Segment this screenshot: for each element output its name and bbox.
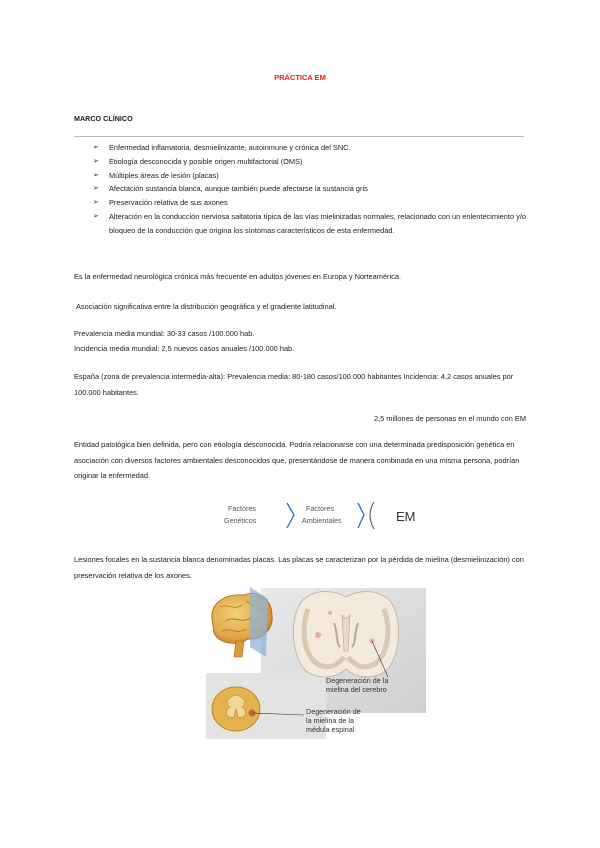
paragraph-lesions: Lesiones focales en la sustancia blanca denominadas placas. Las placas se caracterizan por la pérdida de mielina (desmielinización) con preservación relativa de los axones. — [74, 555, 524, 580]
arrow-bullet-icon: ➢ — [93, 212, 99, 220]
genetic-factor-line1: Factores — [228, 504, 256, 513]
arrow-bullet-icon: ➢ — [93, 199, 99, 207]
paragraph-prevalence: Prevalencia media mundial: 30-33 casos /100.000 hab. — [74, 329, 255, 338]
environment-factor-line2: Ambientales — [302, 516, 342, 525]
chevron-right-icon — [287, 503, 294, 528]
section-heading: MARCO CLÍNICO — [74, 114, 133, 123]
paragraph-world: 2,5 millones de personas en el mundo con EM — [373, 414, 526, 423]
arrow-bullet-icon: ➢ — [93, 171, 99, 179]
arrow-bullet-icon: ➢ — [93, 157, 99, 165]
brain-section — [293, 592, 398, 677]
bullet-item: ➢ Alteración en la conducción nerviosa saltatoria típica de las vías mielinizadas normales, relacionado con un enlentecimiento y/o bloqueo de la conducción que origina los síntomas característicos de esta enfermedad. — [93, 211, 526, 235]
slice-plane — [250, 587, 268, 657]
arrow-bullet-icon: ➢ — [93, 144, 99, 151]
brain-label-line2: mielina del cerebro — [326, 685, 387, 694]
factors-diagram — [218, 497, 438, 537]
environment-factor-line1: Factores — [306, 504, 334, 513]
spinal-cord-section — [212, 687, 260, 731]
paragraph-association: Asociación significativa entre la distribución geográfica y el gradiente latitudinal. — [76, 302, 337, 311]
bullet-list — [93, 141, 533, 238]
left-bracket-icon — [370, 502, 374, 529]
bullet-item: ➢ Preservación relativa de sus axones — [93, 196, 533, 210]
bullet-item: ➢ Múltiples áreas de lesión (placas) — [93, 169, 533, 183]
brain-label-line1: Degeneración de la — [326, 676, 389, 685]
section-divider — [74, 136, 524, 137]
result-em: EM — [396, 509, 416, 524]
arrow-bullet-icon: ➢ — [93, 185, 99, 193]
paragraph-entity: Entidad patológica bien definida, pero con etiología desconocida. Podría relacionarse con una determinada predisposición genética en asociación con diversos factores ambientales desconocidos que, presentándose de manera combinada en una misma persona, podrían originar la enfermedad. — [74, 440, 520, 480]
spinal-label-line3: médula espinal — [306, 725, 355, 734]
page-title: PRÁCTICA EM — [274, 73, 326, 82]
genetic-factor-line2: Genéticos — [224, 516, 257, 525]
bullet-item: ➢ Afectación sustancia blanca, aunque también puede afectarse la sustancia gris — [93, 182, 533, 196]
paragraph-spain: España (zona de prevalencia intermedia-alta): Prevalencia media: 80-180 casos/100.000 habitantes Incidencia: 4,2 casos anuales por 100.000 habitantes. — [74, 372, 514, 397]
chevron-right-icon — [358, 503, 364, 528]
bullet-item: ➢ Enfermedad inflamatoria, desmielinizante, autoinmune y crónica del SNC. — [93, 141, 533, 155]
spinal-label-line2: la mielina de la — [306, 716, 354, 725]
myelin-degeneration-figure — [206, 585, 426, 745]
paragraph-frequency: Es la enfermedad neurológica crónica más frecuente en adultos jóvenes en Europa y Norteamérica. — [74, 272, 402, 281]
paragraph-incidence: Incidencia media mundial: 2,5 nuevos casos anuales /100.000 hab. — [74, 344, 295, 353]
bullet-item: ➢ Etiología desconocida y posible origen multifactorial (OMS) — [93, 155, 533, 169]
spinal-label-line1: Degeneración de — [306, 707, 361, 716]
